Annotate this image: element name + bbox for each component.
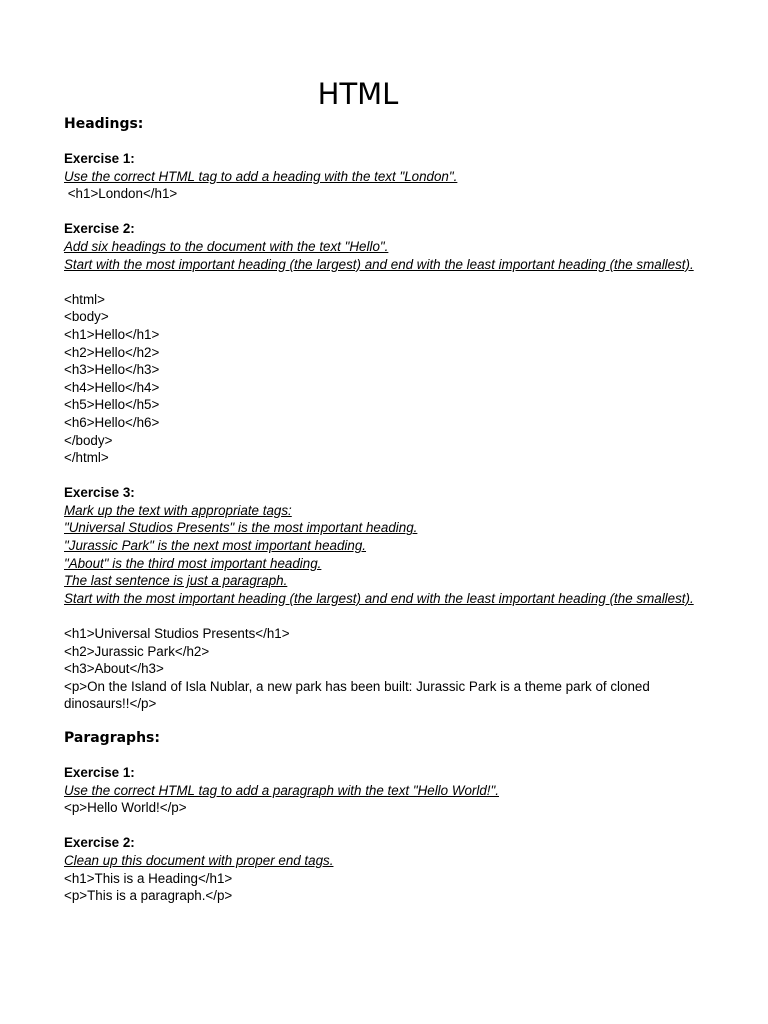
exercise-instruction: Start with the most important heading (the largest) and end with the least important heading (the smallest). — [64, 256, 694, 272]
code-line: <h3>About</h3> — [64, 661, 164, 677]
code-line: </body> — [64, 432, 113, 448]
code-line: <h3>Hello</h3> — [64, 362, 160, 378]
code-line: </html> — [64, 450, 109, 466]
code-line: <h1>Universal Studios Presents</h1> — [64, 626, 290, 642]
code-line: <html> — [64, 291, 105, 307]
section-heading-headings: Headings: — [64, 116, 144, 132]
exercise-instruction: Use the correct HTML tag to add a heading with the text "London". — [64, 168, 458, 184]
exercise-title: Exercise 3: — [64, 485, 135, 501]
exercise-block — [64, 150, 704, 203]
exercise-block — [64, 220, 704, 466]
exercise-instruction: "About" is the third most important heading. — [64, 555, 322, 571]
code-line: <h1>This is a Heading</h1> — [64, 870, 233, 886]
exercise-instruction: Add six headings to the document with the text "Hello". — [64, 238, 389, 254]
code-line: <body> — [64, 309, 109, 325]
section-heading-paragraphs: Paragraphs: — [64, 730, 160, 746]
code-line: <p>On the Island of Isla Nublar, a new park has been built: Jurassic Park is a theme park of cloned dinosaurs!!</p> — [64, 678, 654, 712]
exercise-block — [64, 834, 704, 904]
code-line: <p>This is a paragraph.</p> — [64, 888, 233, 904]
document-content — [64, 115, 704, 905]
exercise-title: Exercise 2: — [64, 835, 135, 851]
page-title: HTML — [317, 77, 399, 111]
exercise-instruction: Clean up this document with proper end tags. — [64, 852, 334, 868]
code-line: <p>Hello World!</p> — [64, 800, 187, 816]
code-line: <h6>Hello</h6> — [64, 414, 160, 430]
exercise-instruction: Mark up the text with appropriate tags: — [64, 502, 292, 518]
code-line: <h2>Jurassic Park</h2> — [64, 643, 210, 659]
exercise-instruction: "Universal Studios Presents" is the most important heading. — [64, 520, 418, 536]
exercise-instruction: Use the correct HTML tag to add a paragraph with the text "Hello World!". — [64, 782, 499, 798]
exercise-instruction: "Jurassic Park" is the next most important heading. — [64, 538, 367, 554]
exercise-block — [64, 484, 704, 713]
code-line: <h4>Hello</h4> — [64, 379, 160, 395]
code-line: <h5>Hello</h5> — [64, 397, 160, 413]
exercise-title: Exercise 1: — [64, 151, 135, 166]
exercise-instruction: Start with the most important heading (the largest) and end with the least important heading (the smallest). — [64, 590, 694, 606]
exercise-title: Exercise 1: — [64, 765, 135, 780]
code-line: <h2>Hello</h2> — [64, 344, 160, 360]
code-line: <h1>Hello</h1> — [64, 326, 160, 342]
exercise-block — [64, 764, 704, 817]
code-line: <h1>London</h1> — [64, 186, 178, 202]
exercise-instruction: The last sentence is just a paragraph. — [64, 573, 288, 589]
exercise-title: Exercise 2: — [64, 221, 135, 237]
